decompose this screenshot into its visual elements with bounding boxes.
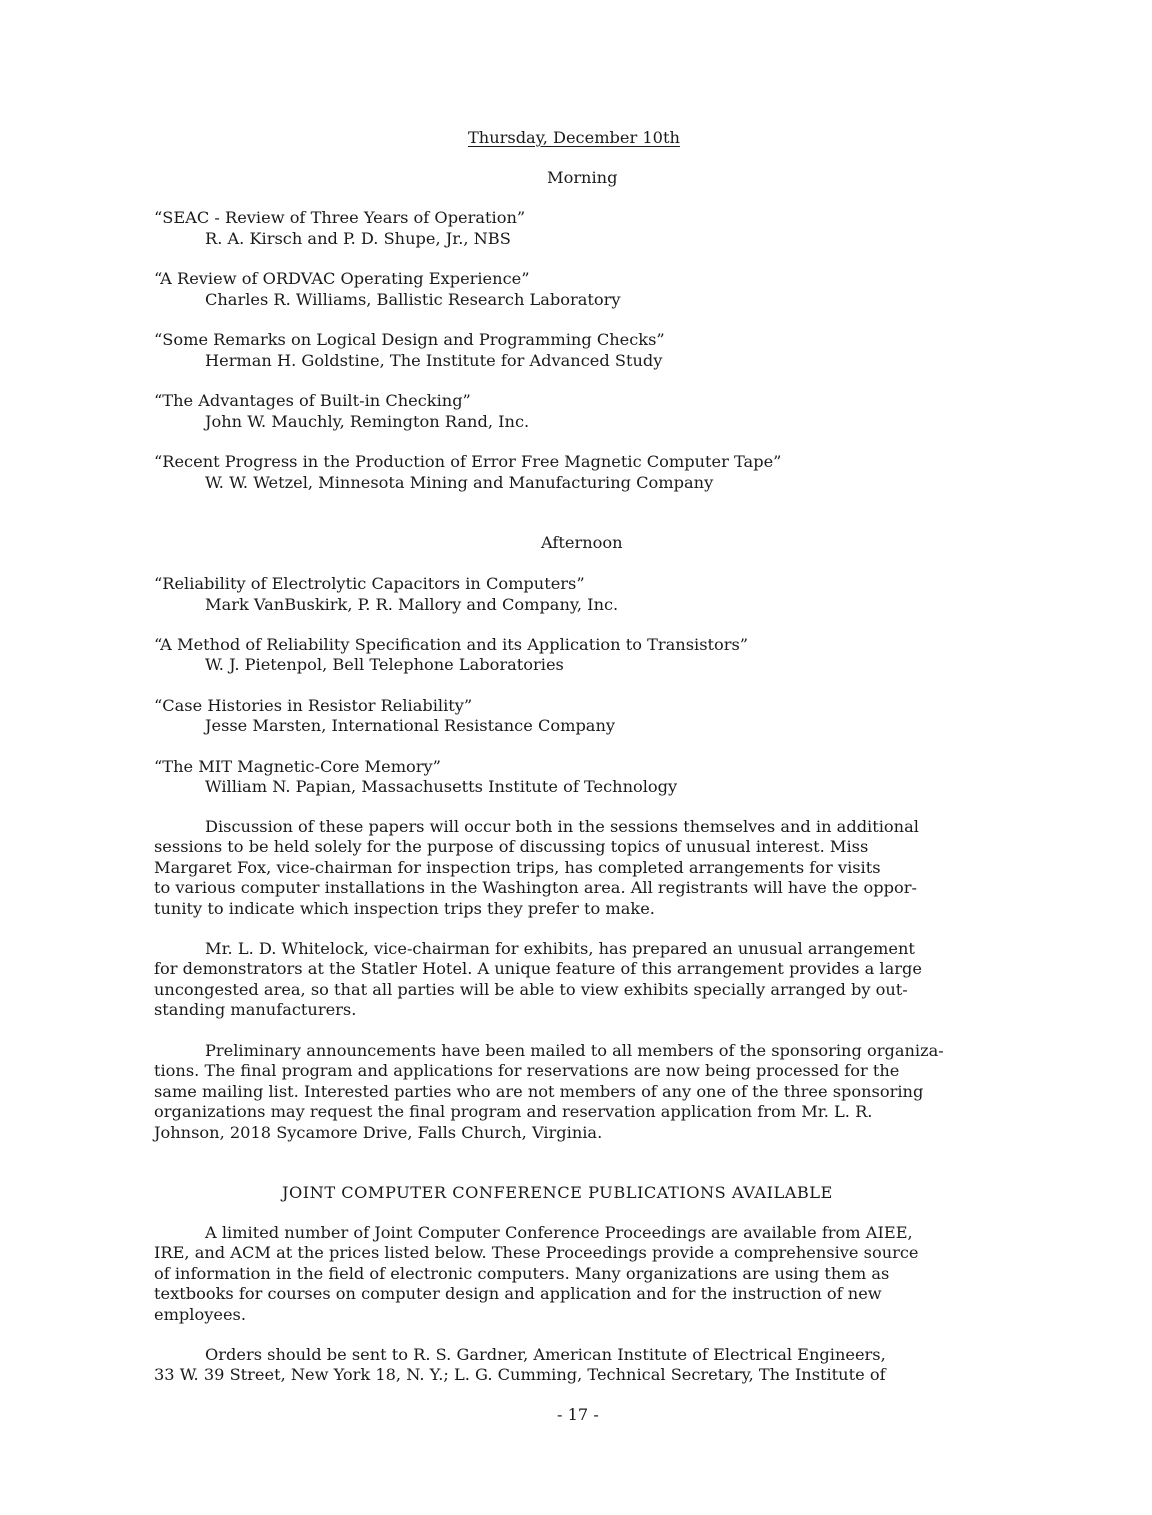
paragraph-line: same mailing list. Interested parties who are not members of any one of the three sponsoring [154, 1081, 924, 1101]
talk-author: Mark VanBuskirk, P. R. Mallory and Company, Inc. [205, 595, 619, 614]
talk-author: W. J. Pietenpol, Bell Telephone Laboratories [205, 655, 564, 674]
afternoon-heading: Afternoon [541, 533, 623, 552]
paragraph-line: to various computer installations in the Washington area. All registrants will have the oppor- [154, 878, 917, 898]
talk-title: “Case Histories in Resistor Reliability” [154, 696, 473, 715]
talk-title: “The MIT Magnetic-Core Memory” [154, 757, 441, 776]
talk-author: William N. Papian, Massachusetts Institute of Technology [205, 777, 678, 796]
orders-paragraph [154, 1345, 1024, 1386]
talk-title: “A Method of Reliability Specification and its Application to Transistors” [154, 635, 749, 654]
paragraph-line: for demonstrators at the Statler Hotel. A unique feature of this arrangement provides a large [154, 959, 922, 979]
paragraph-line: Mr. L. D. Whitelock, vice-chairman for exhibits, has prepared an unusual arrangement [205, 939, 915, 958]
talk-title: “Some Remarks on Logical Design and Programming Checks” [154, 330, 665, 349]
paragraph-line: organizations may request the final program and reservation application from Mr. L. R. [154, 1102, 873, 1122]
talk-title: “The Advantages of Built-in Checking” [154, 391, 471, 410]
morning-heading: Morning [547, 168, 618, 187]
talk-title: “Recent Progress in the Production of Error Free Magnetic Computer Tape” [154, 452, 782, 471]
talk-title: “A Review of ORDVAC Operating Experience” [154, 269, 530, 288]
talk-title: “Reliability of Electrolytic Capacitors in Computers” [154, 574, 585, 593]
paragraph-line: Johnson, 2018 Sycamore Drive, Falls Church, Virginia. [154, 1122, 603, 1142]
paragraph-line: tunity to indicate which inspection trips they prefer to make. [154, 898, 655, 918]
paragraph-line: IRE, and ACM at the prices listed below. These Proceedings provide a comprehensive source [154, 1243, 919, 1263]
paragraph-line: uncongested area, so that all parties will be able to view exhibits specially arranged by out- [154, 979, 908, 999]
paragraph-line: A limited number of Joint Computer Conference Proceedings are available from AIEE, [205, 1223, 913, 1242]
talk-author: Charles R. Williams, Ballistic Research Laboratory [205, 290, 621, 309]
day-heading: Thursday, December 10th [468, 128, 680, 147]
publications-heading: JOINT COMPUTER CONFERENCE PUBLICATIONS AVAILABLE [282, 1183, 833, 1202]
paragraph-line: standing manufacturers. [154, 1000, 357, 1020]
paragraph-line: tions. The final program and applications for reservations are now being processed for the [154, 1061, 900, 1081]
announcements-paragraph [154, 1041, 1024, 1143]
paragraph-line: sessions to be held solely for the purpose of discussing topics of unusual interest. Miss [154, 837, 869, 857]
talk-author: John W. Mauchly, Remington Rand, Inc. [205, 412, 530, 431]
paragraph-line: employees. [154, 1304, 246, 1324]
page-number: - 17 - [557, 1405, 599, 1424]
talk-author: Herman H. Goldstine, The Institute for Advanced Study [205, 351, 663, 370]
talk-title: “SEAC - Review of Three Years of Operation” [154, 208, 526, 227]
paragraph-line: textbooks for courses on computer design and application and for the instruction of new [154, 1284, 882, 1304]
paragraph-line: Preliminary announcements have been mailed to all members of the sponsoring organiza- [205, 1041, 944, 1060]
talk-author: W. W. Wetzel, Minnesota Mining and Manufacturing Company [205, 473, 714, 492]
publications-paragraph [154, 1223, 1024, 1325]
paragraph-line: Margaret Fox, vice-chairman for inspection trips, has completed arrangements for visits [154, 857, 881, 877]
talk-author: R. A. Kirsch and P. D. Shupe, Jr., NBS [205, 229, 511, 248]
paragraph-line: 33 W. 39 Street, New York 18, N. Y.; L. G. Cumming, Technical Secretary, The Institute of [154, 1365, 886, 1385]
talk-author: Jesse Marsten, International Resistance Company [205, 716, 616, 735]
paragraph-line: of information in the field of electronic computers. Many organizations are using them as [154, 1263, 890, 1283]
discussion-paragraph [154, 817, 1024, 919]
paragraph-line: Orders should be sent to R. S. Gardner, American Institute of Electrical Engineers, [205, 1345, 886, 1364]
paragraph-line: Discussion of these papers will occur both in the sessions themselves and in additional [205, 817, 919, 836]
exhibits-paragraph [154, 939, 1024, 1021]
